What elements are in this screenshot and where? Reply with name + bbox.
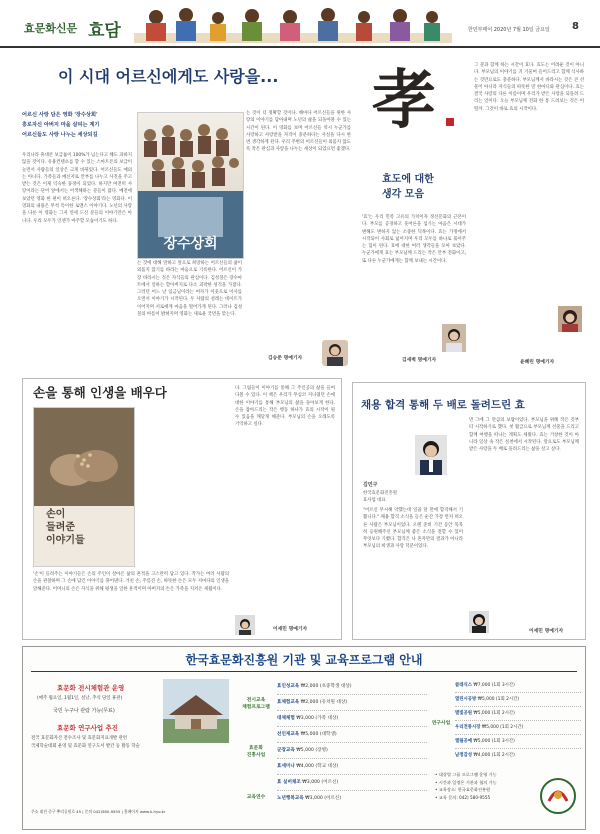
program-item — [277, 727, 427, 743]
masthead-brand: 효문화신문 — [24, 22, 78, 35]
institute-building — [163, 679, 229, 743]
program-item — [277, 775, 427, 791]
author-photo — [469, 611, 489, 633]
article2-byline1: 김새벽 명예기자 — [402, 358, 437, 363]
calligraphy-seal — [446, 118, 454, 126]
article4-headline: 채용 합격 통해 두 배로 돌려드린 효 — [361, 399, 525, 411]
author-org: 한국효문화진흥원 효사업 대표 — [363, 491, 397, 503]
promo-exhibit-sub: (매주 월요일, 1월1일, 설날, 추석 당일 휴관) — [37, 696, 123, 701]
category-promotion: 효문화 진흥사업 — [246, 746, 266, 758]
article3-headline: 손을 통해 인생을 배우다 — [33, 385, 167, 400]
program-price: ₩5,000 (1회 2시간) — [481, 725, 524, 730]
program-list-right — [455, 679, 581, 762]
program-name: 효 실버체조 — [277, 780, 301, 785]
program-item — [455, 735, 581, 749]
article1-col3: 는 것이 더 정확할 것이다. 해마다 어르신들을 위한 사랑의 이야기를 담아내며 노년의 삶을 되돌아볼 수 있는 시간이 된다. 이 영화를 보며 어르신들 역시 누군가를 사랑하고 사랑받을 자격이 충분하다는 사실을 다시 한번 생각하게 된다. 우리 주변의 어르신들이 외롭지 않도록 작은 관심과 사랑을 나누는 세상이 되었으면 좋겠다. — [246, 111, 351, 153]
program-price: ₩3,000 (어르신) — [302, 780, 339, 785]
program-item — [455, 693, 581, 707]
author-photo — [322, 340, 348, 366]
institute-logo — [539, 777, 577, 815]
program-price: ₩7,000 (1회 3시간) — [473, 683, 515, 688]
program-item — [277, 679, 427, 695]
program-name: 우리전통시장 — [455, 725, 481, 730]
article1-headline: 이 시대 어르신에게도 사랑을... — [58, 67, 279, 86]
program-name: 효체험교육 — [277, 700, 300, 705]
category-research: 연구사업 — [431, 721, 451, 726]
program-price: ₩4,000 (1회 2시간) — [473, 753, 515, 758]
program-price: ₩5,000 (대학생) — [300, 732, 337, 737]
promo-free: 국민 누구나 관람 가능(무료) — [53, 708, 115, 714]
program-price: ₩3,000 (어르신) — [305, 796, 342, 801]
masthead-section: 효담 — [88, 21, 121, 41]
article3-byline: 이세민 명예기자 — [273, 627, 308, 632]
calligraphy: 孝 — [372, 63, 436, 138]
promo-exhibit: 효문화 전시체험관 운영 — [57, 684, 125, 692]
article2-col1: '효'는 우리 민족 고유의 가치이자 정신문화의 근본이다. 부모를 공경하고 웃어른을 섬기는 마음은 시대가 변해도 변하지 않는 소중한 덕목이다. 효는 가정에서 시작되어 사회로 넓어지며 우리 모두를 하나로 묶어주는 힘이 된다. 효에 대한 여러 생각들을 모아 보았다. 누군가에게 효는 부모님께 드리는 작은 안부 전화이고, 또 다른 누군가에게는 함께 보내는 시간이다. — [362, 215, 466, 264]
article4-col2: 면 그에 그 만큼의 보람이었다. 부모님을 위해 작은 것부터 시작하기로 했다. 첫 월급으로 부모님께 선물을 드리고 함께 여행을 떠나는 계획도 세웠다. 효는 거창한 것이 아니라 일상 속 작은 실천에서 시작된다. 앞으로도 부모님께 받은 사랑을 두 배로 돌려드리는 삶을 살고 싶다. — [469, 418, 579, 453]
program-name: 남정감성 — [455, 753, 472, 758]
article-job-success — [352, 382, 586, 640]
program-price: ₩5,000 (1회 2시간) — [473, 711, 515, 716]
program-name: 군장교육 — [277, 748, 295, 753]
program-item — [277, 791, 427, 806]
program-item — [455, 721, 581, 735]
program-price: ₩3,000 (가족 대상) — [296, 716, 339, 721]
author-name: 김민구 — [363, 482, 378, 488]
article1-byline: 김승준 명예기자 — [268, 356, 303, 361]
program-name: 대체체험 — [277, 716, 295, 721]
masthead-issue-info: 한민부매어 2020년 7월 10일 금요일 — [468, 27, 550, 33]
article2-headline: 효도에 대한 생각 모음 — [382, 174, 434, 200]
program-price: ₩5,000 (1회 3시간) — [473, 739, 515, 744]
author-photo — [235, 615, 255, 635]
program-list-mid — [277, 679, 427, 806]
program-name: 클래식스 — [455, 683, 472, 688]
program-item — [455, 679, 581, 693]
program-name: 열린시공방 — [455, 697, 477, 702]
program-item — [277, 695, 427, 711]
banner-rule — [31, 671, 577, 672]
program-price: ₩4,000 (학교 대상) — [296, 764, 339, 769]
book-title: 손이 들려준 이야기들 — [46, 509, 85, 546]
program-name: 엘림공예 — [455, 739, 472, 744]
program-name: 노년행복교육 — [277, 796, 304, 801]
program-name: 효인성교육 — [277, 684, 300, 689]
article-elder-love — [22, 62, 352, 372]
article-hands — [22, 378, 342, 640]
book-cover — [33, 407, 135, 567]
banner-notes: • 대상별 그룹 프로그램 운영 가능 • 시간과 일정은 기관과 협의 가능 • 교육장소: 한국효문화진흥원 • 교육 문의: 042) 580-9555 — [435, 772, 497, 800]
author-photo — [558, 306, 582, 332]
category-training: 교육연수 — [246, 795, 266, 800]
banner-title: 한국효문화진흥원 기관 및 교육프로그램 안내 — [185, 653, 423, 667]
program-name: 별빛공원 — [455, 711, 472, 716]
program-name: 선인재교육 — [277, 732, 300, 737]
program-price: ₩5,000 (장병) — [296, 748, 328, 753]
promo-research: 효문화 연구사업 추진 — [57, 724, 119, 732]
institute-banner — [22, 646, 586, 830]
author-photo — [442, 324, 466, 352]
program-item — [455, 749, 581, 762]
article1-col1: 우리나라 휴대폰 보급률이 100%가 넘는다고 해도 과하지 않을 것이다. 유용컨텐츠를 할 수 있는 스마트폰의 보급이 늘면서 사람들의 일상은 크게 바뀌었다. 어르신들도 예외는 아니다. 가족들과 메신저로 안부를 나누고 사진을 주고받는 것은 이제 익숙한 풍경이 되었다. 하지만 여전히 사랑이라는 단어 앞에서는 어색해하는 분들이 많다. 예전에 보았던 영화 한 편이 떠오른다. '장수상회'라는 영화다. 이 영화의 내용은 무척 특이한 로맨스 이야기다. 노년의 사랑을 다룬 이 영화는 그저 연세 드신 분들의 이야기만은 아니다. 우리 모두가 언젠가 마주할 모습이기도 하다. — [22, 153, 132, 224]
article1-col2: 는 것에 대해 말하고 앞으로 희망하는 어르신들의 삶이 외롭지 않기를 바라는 마음으로 기록한다. 어르신이 가장 바라시는 것은 자식들의 관심이다. 김성칠은 장수마트에서 일하는 할아버지로 다소 괴팍한 성격을 가졌다. 그러던 어느 날 임금님이라는 여자가 이웃으로 이사를 오면서 이야기가 시작된다. 두 사람의 설레는 데이트가 이어지며 서로에게 마음을 열어가게 된다. 그러나 김성칠의 아픔이 밝혀지며 영화는 새로운 국면을 맞는다. — [137, 261, 242, 318]
movie-poster — [137, 112, 244, 259]
author-photo — [415, 435, 447, 475]
program-item — [277, 759, 427, 775]
masthead-illustration — [134, 5, 452, 43]
program-price: ₩5,000 (1회 2시간) — [477, 697, 520, 702]
program-item — [277, 743, 427, 759]
article2-byline2: 윤혜린 명예기자 — [520, 360, 555, 365]
program-item — [455, 707, 581, 721]
article3-col2: 다. 그림들이 이야기를 통해 그 주인공의 삶을 들여다볼 수 있다. 이 책은 우리가 무심코 지나쳤던 손에 대한 이야기를 통해 부모님의 삶을 돌아보게 한다. 손을 잡아드리는 작은 행동 하나가 효의 시작이 될 수 있음을 깨닫게 해준다. 부모님의 손을 오래도록 기억하고 싶다. — [235, 386, 335, 428]
page-number: 8 — [572, 21, 579, 32]
article4-byline: 이세민 명예기자 — [529, 629, 564, 634]
article-filial-thoughts — [362, 62, 584, 372]
banner-address: 주소 대전 중구 뿌리공원로 45 | 문의 042)580-9555 | 홈페이지 www.k-hyo.kr — [31, 809, 166, 814]
category-exhibit: 전시교육 체험프로그램 — [242, 698, 270, 710]
article1-lead: 어르신 사랑 담은 영화 '장수상회' 흥로자신 아버지 마을 살피는 계기 어르신들도 사랑 나누는 세상되길 — [22, 112, 100, 138]
program-item — [277, 711, 427, 727]
article3-col1: '손'이 들려주는 이야기들은 손의 주인이 살아온 삶의 흔적을 고스란히 담고 있다. 작가는 여러 사람의 손을 관찰하며 그 손에 담긴 이야기를 풀어낸다. 거친 손, 주름진 손, 따뜻한 손은 모두 저마다의 인생을 말해준다. 어머니의 손은 자식을 위해 평생을 일한 흔적이며 아버지의 손은 가족을 지켜온 세월이다. — [33, 572, 229, 592]
program-name: 효세미나 — [277, 764, 295, 769]
program-price: ₩2,000 (초중학생 대상) — [300, 684, 352, 689]
article2-col2: 그 분과 함께 하는 시간이 효다. 효도는 어려운 것이 아니다. 부모님의 이야기를 귀 기울여 들어드리고 함께 식사하는 것만으로도 충분하다. 부모님께서 바라시는 것은 큰 선물이 아니라 자식들의 따뜻한 말 한마디와 관심이다. 효는 결국 사랑의 다른 이름이며 우리가 받은 사랑을 되돌려 드리는 일이다. 오늘 부모님께 전화 한 통 드려보는 것은 어떨까. 그것이 바로 효의 시작이다. — [474, 63, 584, 112]
poster-title: 장수상회 — [163, 236, 218, 252]
promo-research-sub: 전국 효문화자산 전수조사 및 효문화지표개발 관련 국제학술대회 운영 및 효문화 연구도서 발간 등 활동 학술 — [31, 736, 140, 749]
masthead — [0, 0, 600, 48]
program-price: ₩2,000 (유치원 대상) — [300, 700, 348, 705]
article4-col1: "어르신 무시해 약했는데 일곱 달 만에 합격해서 기쁩니다." 채용 합격 소식을 들은 순간 가장 먼저 떠오른 사람은 부모님이었다. 오랜 준비 기간 동안 묵묵히 응원해주신 부모님께 좋은 소식을 전할 수 있어 무엇보다 기뻤다. 합격은 나 혼자만의 결과가 아니라 부모님의 희생과 사랑 덕분이었다. — [363, 508, 463, 550]
